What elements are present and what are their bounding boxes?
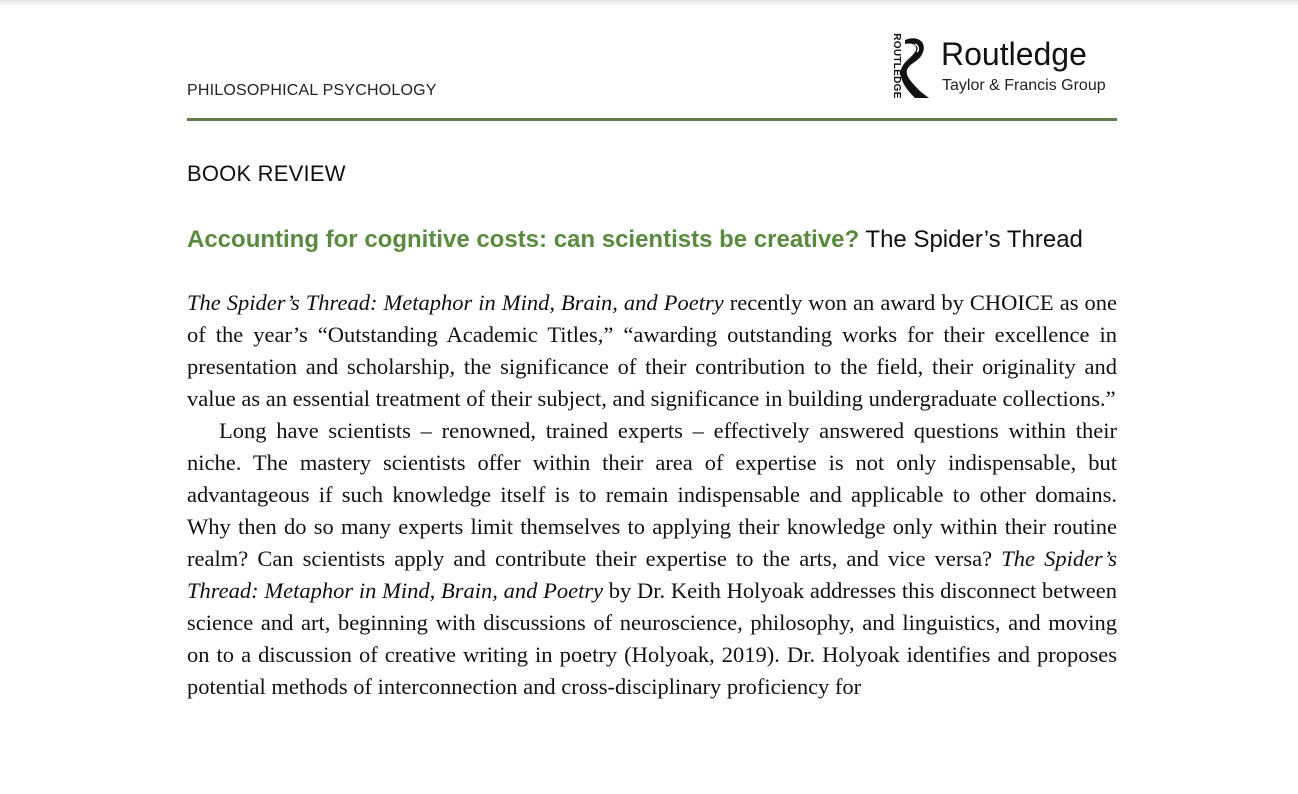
- header-rule: [187, 118, 1117, 121]
- journal-name: PHILOSOPHICAL PSYCHOLOGY: [187, 82, 437, 99]
- logo-brand-name: Routledge: [941, 36, 1087, 72]
- article-title-main: Accounting for cognitive costs: can scientists be creative?: [187, 226, 860, 253]
- section-label: BOOK REVIEW: [187, 161, 346, 186]
- pdf-page: [187, 0, 1117, 703]
- paragraph-2: [187, 415, 1117, 703]
- page-header: [187, 0, 1117, 118]
- paragraph-2-text-b: by Dr. Keith Holyoak addresses this disconnect between science and art, beginning with discussions of neuroscience, philosophy, and linguistics, and moving on to a discussion of creative writing in poetry (Holyoak, 2019). Dr. Holyoak identifies and proposes potential methods of interconnection and cross-disciplinary proficiency for: [187, 578, 1117, 699]
- routledge-logo: [885, 34, 1117, 100]
- book-title-italic: The Spider’s Thread: Metaphor in Mind, Brain, and Poetry: [187, 290, 724, 315]
- article-body: [187, 287, 1117, 703]
- paragraph-1-text: recently won an award by CHOICE as one of the year’s “Outstanding Academic Titles,” “awarding outstanding works for their excellence in presentation and scholarship, the significance of their contribution to the field, their originality and value as an essential treatment of their subject, and significance in building undergraduate collections.”: [187, 290, 1117, 411]
- logo-vertical-wordmark: ROUTLEDGE: [891, 33, 902, 99]
- paragraph-1: [187, 287, 1117, 415]
- article-title-book: The Spider’s Thread: [865, 226, 1083, 253]
- article-title: [187, 221, 1117, 259]
- book-title-italic: The Spider’s Thread: Metaphor in Mind, Brain, and Poetry: [187, 546, 1117, 603]
- paragraph-2-text-a: Long have scientists – renowned, trained experts – effectively answered questions within their niche. The mastery scientists offer within their area of expertise is not only indispensable, but advantageous if such knowledge itself is to remain indispensable and applicable to other domains. Why then do so many experts limit themselves to applying their knowledge only within their routine realm? Can scientists apply and contribute their expertise to the arts, and vice versa?: [187, 418, 1117, 571]
- logo-subtitle: Taylor & Francis Group: [942, 77, 1106, 94]
